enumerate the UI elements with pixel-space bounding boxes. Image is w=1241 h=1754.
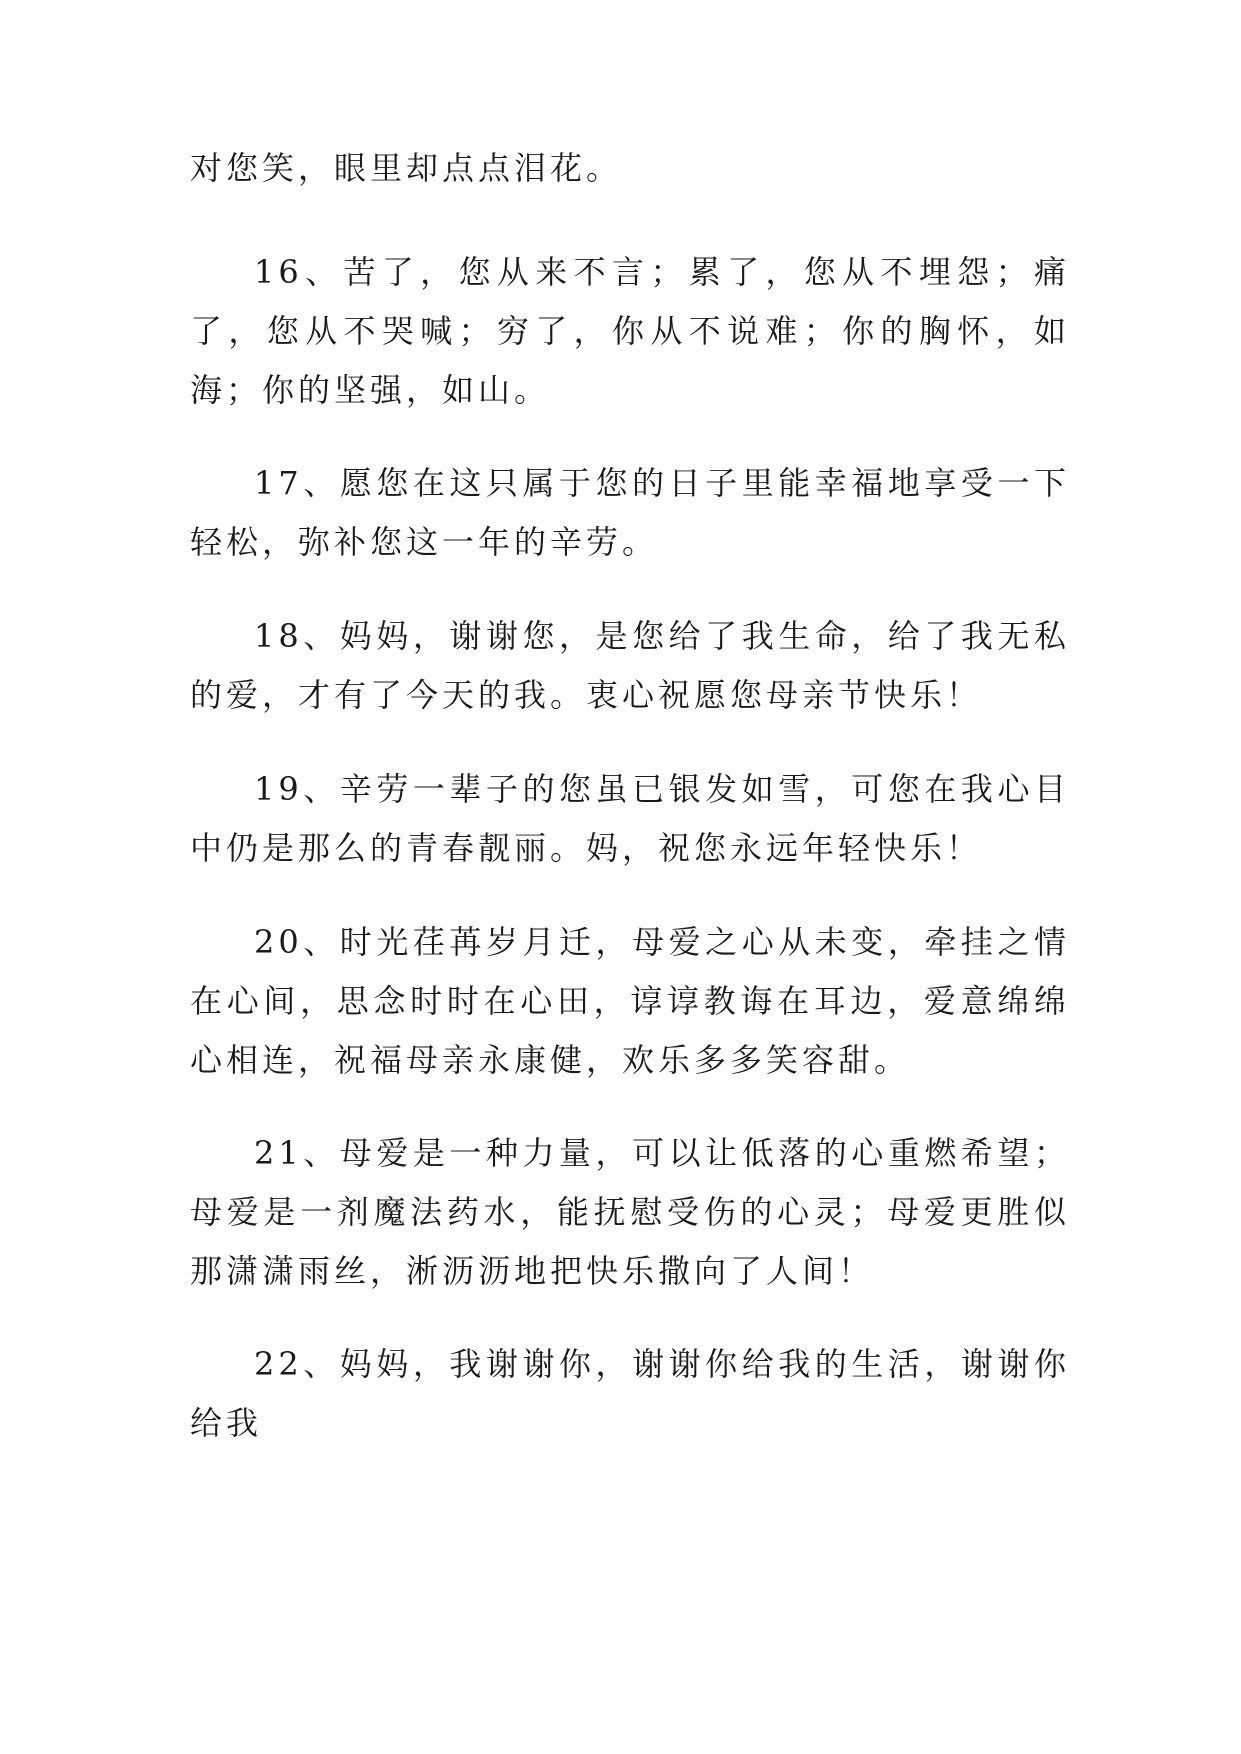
paragraph-21: 21、母爱是一种力量，可以让低落的心重燃希望；母爱是一剂魔法药水，能抚慰受伤的心灵；母爱更胜似那潇潇雨丝，淅沥沥地把快乐撒向了人间！ xyxy=(190,1134,1070,1290)
paragraph-18: 18、妈妈，谢谢您，是您给了我生命，给了我无私的爱，才有了今天的我。衷心祝愿您母亲节快乐！ xyxy=(190,617,1070,714)
paragraph-19: 19、辛劳一辈子的您虽已银发如雪，可您在我心目中仍是那么的青春靓丽。妈，祝您永远年轻快乐！ xyxy=(190,770,1070,867)
paragraph-15-continuation: 对您笑，眼里却点点泪花。 xyxy=(190,149,623,187)
paragraph-20: 20、时光荏苒岁月迁，母爱之心从未变，牵挂之情在心间，思念时时在心田，谆谆教诲在耳边，爱意绵绵心相连，祝福母亲永康健，欢乐多多笑容甜。 xyxy=(190,923,1070,1079)
paragraph-16: 16、苦了，您从来不言；累了，您从不埋怨；痛了，您从不哭喊；穷了，你从不说难；你的胸怀，如海；你的坚强，如山。 xyxy=(190,253,1070,409)
paragraph-22: 22、妈妈，我谢谢你，谢谢你给我的生活，谢谢你给我 xyxy=(190,1345,1070,1442)
paragraph-17: 17、愿您在这只属于您的日子里能幸福地享受一下轻松，弥补您这一年的辛劳。 xyxy=(190,464,1070,561)
